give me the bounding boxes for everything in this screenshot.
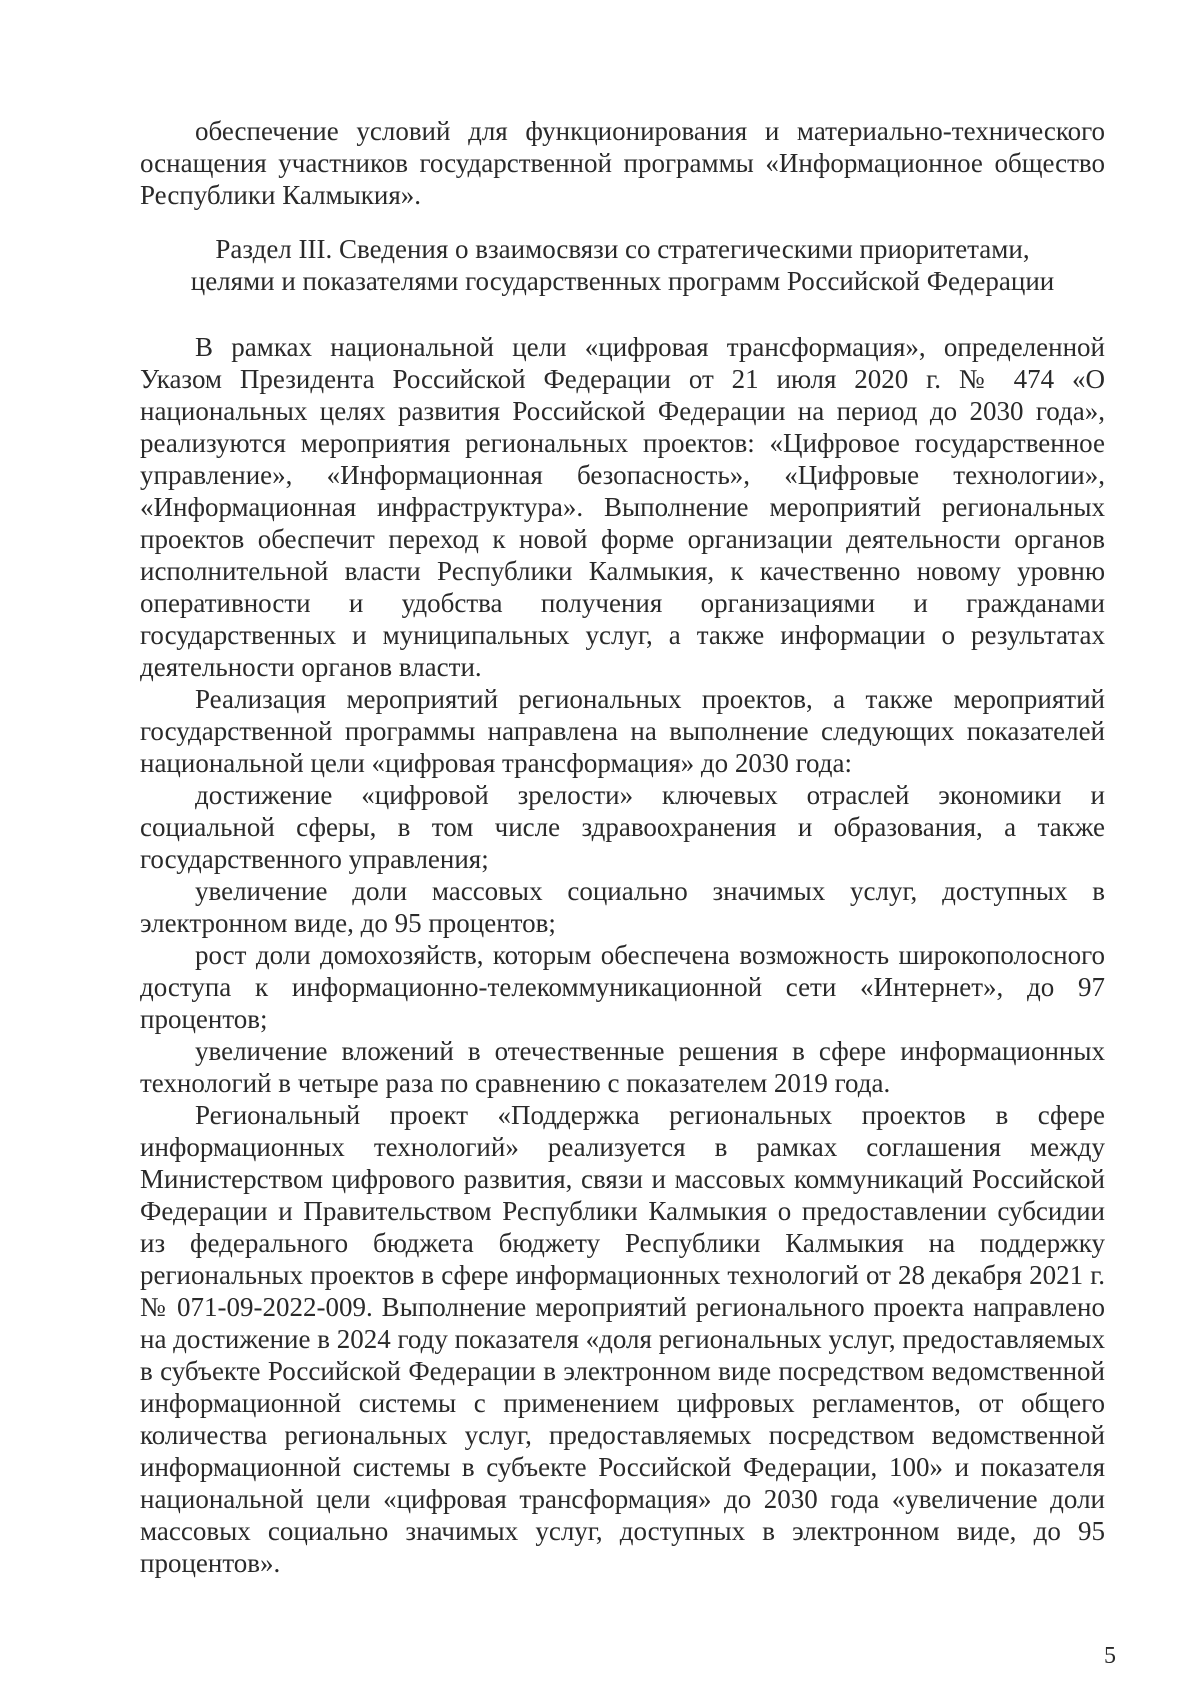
document-body <box>140 115 1105 1579</box>
paragraph-top: обеспечение условий для функционирования и материально-технического оснащения участников государственной программы «Информационное общество Республики Калмыкия». <box>140 116 1105 210</box>
page-number: 5 <box>1104 1643 1116 1669</box>
paragraph: увеличение вложений в отечественные решения в сфере информационных технологий в четыре раза по сравнению с показателем 2019 года. <box>140 1036 1105 1098</box>
paragraph: рост доли домохозяйств, которым обеспечена возможность широкополосного доступа к информационно-телекоммуникационной сети «Интернет», до 97 процентов; <box>140 940 1105 1034</box>
section-heading-line-1: Раздел III. Сведения о взаимосвязи со стратегическими приоритетами, <box>215 234 1030 264</box>
paragraph: Региональный проект «Поддержка региональных проектов в сфере информационных технологий» реализуется в рамках соглашения между Министерством цифрового развития, связи и массовых коммуникаций Российской Федерации и Правительством Республики Калмыкия о предоставлении субсидии из федерального бюджета бюджету Республики Калмыкия на поддержку региональных проектов в сфере информационных технологий от 28 декабря 2021 г. № 071-09-2022-009. Выполнение мероприятий регионального проекта направлено на достижение в 2024 году показателя «доля региональных услуг, предоставляемых в субъекте Российской Федерации в электронном виде посредством ведомственной информационной системы с применением цифровых регламентов, от общего количества региональных услуг, предоставляемых посредством ведомственной информационной системы в субъекте Российской Федерации, 100» и показателя национальной цели «цифровая трансформация» до 2030 года «увеличение доли массовых социально значимых услуг, доступных в электронном виде, до 95 процентов». <box>140 1100 1106 1578</box>
paragraph: увеличение доли массовых социально значимых услуг, доступных в электронном виде, до 95 процентов; <box>140 876 1105 938</box>
paragraph: достижение «цифровой зрелости» ключевых отраслей экономики и социальной сферы, в том числе здравоохранения и образования, а также государственного управления; <box>140 780 1105 874</box>
section-heading-line-2: целями и показателями государственных программ Российской Федерации <box>190 266 1055 296</box>
paragraph: В рамках национальной цели «цифровая трансформация», определенной Указом Президента Российской Федерации от 21 июля 2020 г. № 474 «О национальных целях развития Российской Федерации на период до 2030 года», реализуются мероприятия региональных проектов: «Цифровое государственное управление», «Информационная безопасность», «Цифровые технологии», «Информационная инфраструктура». Выполнение мероприятий региональных проектов обеспечит переход к новой форме организации деятельности органов исполнительной власти Республики Калмыкия, к качественно новому уровню оперативности и удобства получения организациями и гражданами государственных и муниципальных услуг, а также информации о результатах деятельности органов власти. <box>140 332 1105 682</box>
section-heading <box>140 233 1105 297</box>
paragraph: Реализация мероприятий региональных проектов, а также мероприятий государственной программы направлена на выполнение следующих показателей национальной цели «цифровая трансформация» до 2030 года: <box>140 684 1105 778</box>
